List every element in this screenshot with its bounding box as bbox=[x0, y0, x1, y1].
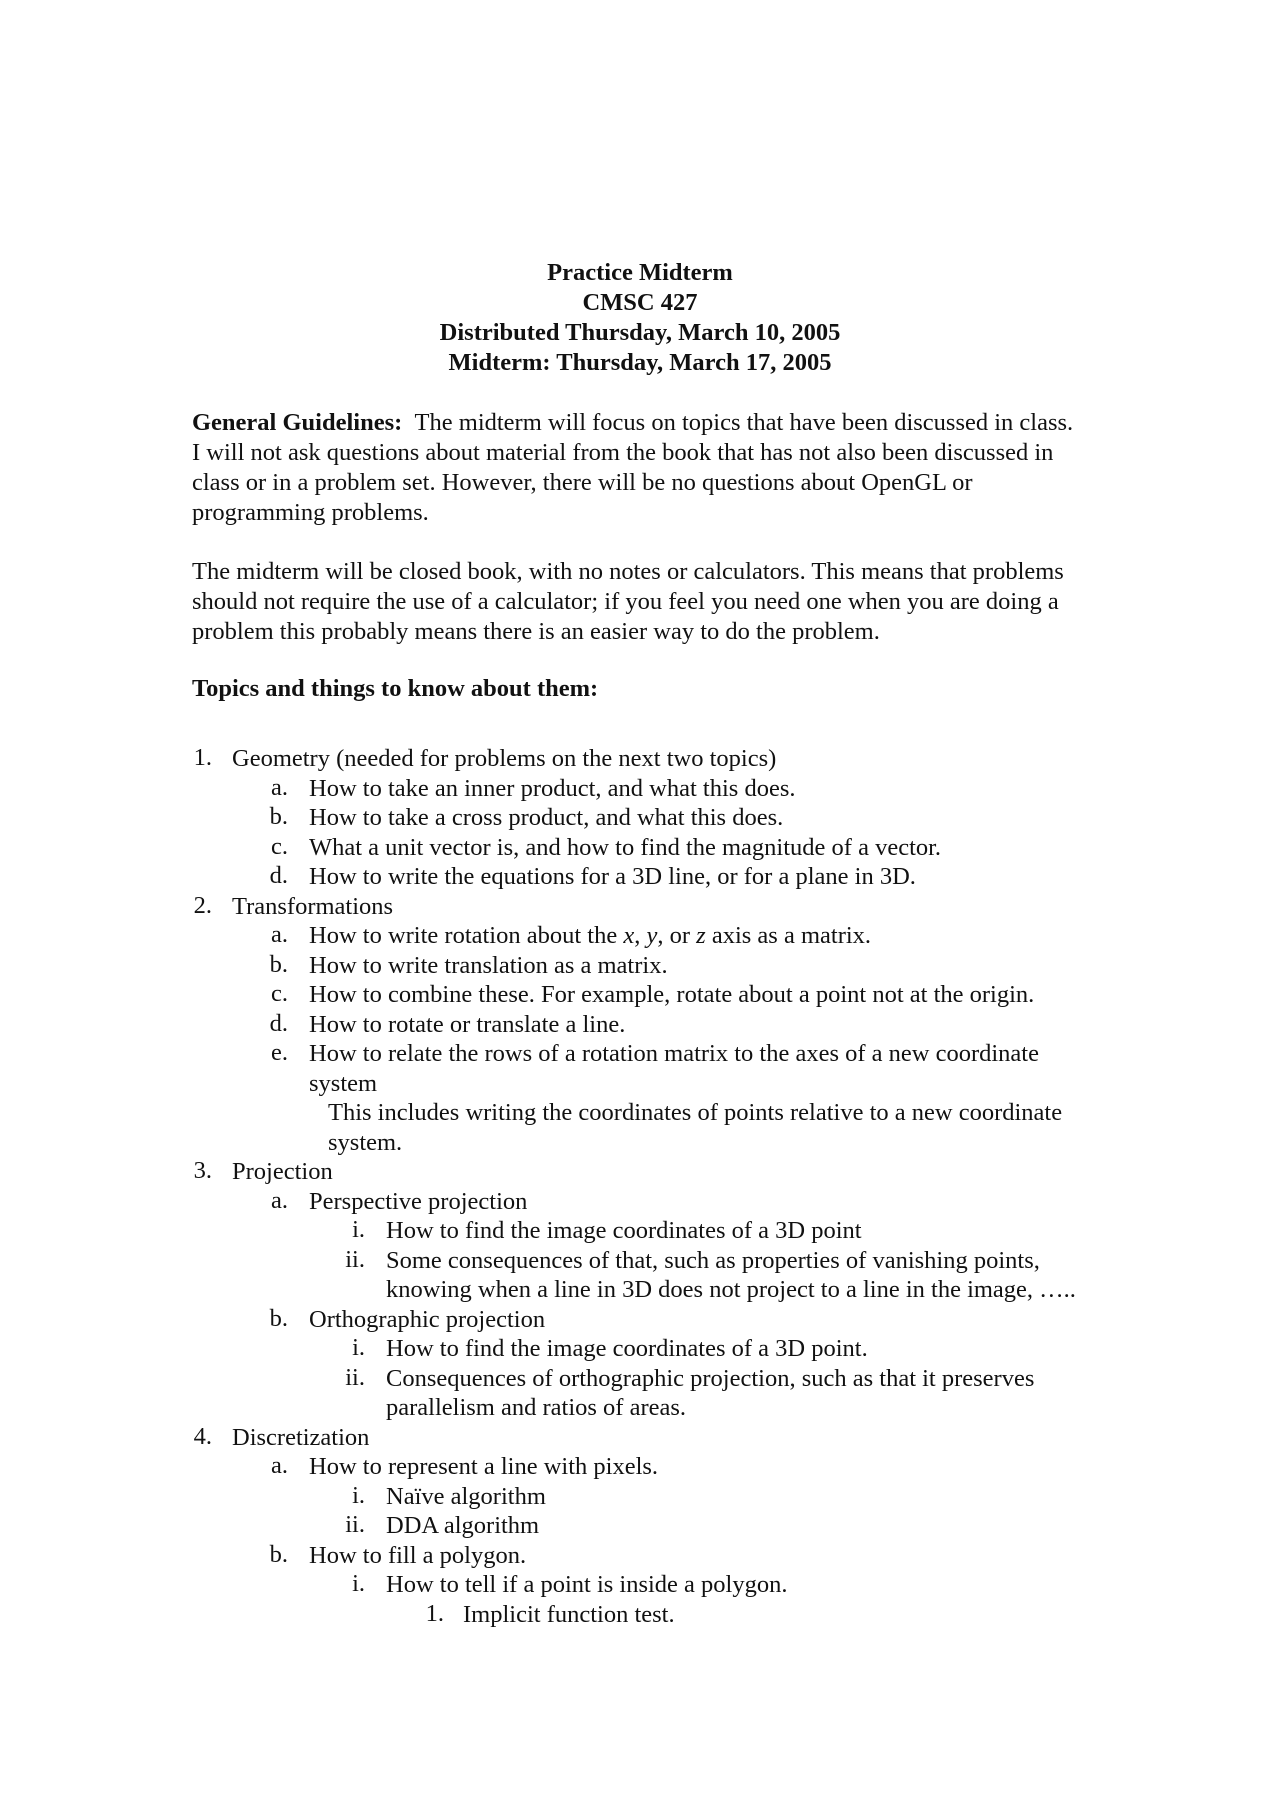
outline-text: system. bbox=[328, 1129, 403, 1156]
outline-marker: 4. bbox=[193, 1423, 212, 1450]
outline-marker: b. bbox=[269, 803, 288, 830]
outline-text: How to find the image coordinates of a 3D point. bbox=[386, 1335, 868, 1362]
outline-text: How to represent a line with pixels. bbox=[309, 1453, 659, 1480]
outline-text: Orthographic projection bbox=[309, 1306, 546, 1333]
paragraph-line: The midterm will be closed book, with no notes or calculators. This means that problems bbox=[192, 558, 1064, 585]
outline-text: Transformations bbox=[232, 893, 394, 920]
general-guidelines-paragraph bbox=[192, 408, 1132, 528]
distributed-date: Distributed Thursday, March 10, 2005 bbox=[439, 319, 841, 346]
outline-marker: i. bbox=[352, 1570, 365, 1597]
topics-heading: Topics and things to know about them: bbox=[192, 675, 599, 702]
outline-text: Geometry (needed for problems on the next two topics) bbox=[232, 745, 777, 772]
outline-text: How to relate the rows of a rotation matrix to the axes of a new coordinate bbox=[309, 1040, 1039, 1067]
outline-marker: a. bbox=[271, 1452, 288, 1479]
outline-text: How to tell if a point is inside a polygon. bbox=[386, 1571, 788, 1598]
course-code: CMSC 427 bbox=[582, 289, 698, 316]
outline-text: Projection bbox=[232, 1158, 333, 1185]
outline-text: parallelism and ratios of areas. bbox=[386, 1394, 687, 1421]
outline-text: How to rotate or translate a line. bbox=[309, 1011, 626, 1038]
paragraph-line: General Guidelines: The midterm will focus on topics that have been discussed in class. bbox=[192, 409, 1074, 436]
outline-marker: ii. bbox=[345, 1511, 365, 1538]
outline-marker: i. bbox=[352, 1334, 365, 1361]
guidelines-label: General Guidelines: bbox=[192, 409, 403, 436]
outline-marker: a. bbox=[271, 1187, 288, 1214]
outline-text: How to take an inner product, and what this does. bbox=[309, 775, 796, 802]
paragraph-line: problem this probably means there is an easier way to do the problem. bbox=[192, 618, 880, 645]
outline-marker: ii. bbox=[345, 1246, 365, 1273]
paragraph-line: class or in a problem set. However, there will be no questions about OpenGL or bbox=[192, 469, 973, 496]
outline-text: How to write translation as a matrix. bbox=[309, 952, 668, 979]
outline-text: DDA algorithm bbox=[386, 1512, 540, 1539]
midterm-date: Midterm: Thursday, March 17, 2005 bbox=[448, 349, 832, 376]
outline-text: Perspective projection bbox=[309, 1188, 528, 1215]
outline-marker: c. bbox=[271, 833, 288, 860]
paragraph-line: programming problems. bbox=[192, 499, 429, 526]
outline-marker: e. bbox=[271, 1039, 288, 1066]
outline-text: How to take a cross product, and what this does. bbox=[309, 804, 784, 831]
outline-text: How to find the image coordinates of a 3D point bbox=[386, 1217, 862, 1244]
paragraph-line: should not require the use of a calculator; if you feel you need one when you are doing a bbox=[192, 588, 1059, 615]
outline-text: knowing when a line in 3D does not project to a line in the image, ….. bbox=[386, 1276, 1076, 1303]
outline-marker: 3. bbox=[193, 1157, 212, 1184]
outline-marker: 1. bbox=[193, 744, 212, 771]
outline-text: Discretization bbox=[232, 1424, 370, 1451]
outline-text: system bbox=[309, 1070, 378, 1097]
outline-text: Implicit function test. bbox=[463, 1601, 675, 1628]
outline-marker: 1. bbox=[425, 1600, 444, 1627]
outline-text: Some consequences of that, such as properties of vanishing points, bbox=[386, 1247, 1040, 1274]
page-title: Practice Midterm bbox=[547, 259, 733, 286]
document-header bbox=[0, 258, 1280, 378]
outline-marker: d. bbox=[269, 1010, 288, 1037]
outline-marker: 2. bbox=[193, 892, 212, 919]
outline-text: How to fill a polygon. bbox=[309, 1542, 527, 1569]
outline-text: How to write rotation about the x, y, or z axis as a matrix. bbox=[309, 922, 872, 949]
outline-text: How to write the equations for a 3D line, or for a plane in 3D. bbox=[309, 863, 916, 890]
outline-text: How to combine these. For example, rotate about a point not at the origin. bbox=[309, 981, 1035, 1008]
outline-marker: i. bbox=[352, 1216, 365, 1243]
outline-marker: b. bbox=[269, 1305, 288, 1332]
outline-marker: b. bbox=[269, 951, 288, 978]
outline-marker: a. bbox=[271, 921, 288, 948]
outline-marker: c. bbox=[271, 980, 288, 1007]
outline-text: This includes writing the coordinates of points relative to a new coordinate bbox=[328, 1099, 1063, 1126]
outline-marker: b. bbox=[269, 1541, 288, 1568]
outline-marker: i. bbox=[352, 1482, 365, 1509]
outline-marker: a. bbox=[271, 774, 288, 801]
paragraph-line: I will not ask questions about material from the book that has not also been discussed in bbox=[192, 439, 1054, 466]
outline-marker: ii. bbox=[345, 1364, 365, 1391]
outline-marker: d. bbox=[269, 862, 288, 889]
outline-text: Consequences of orthographic projection, such as that it preserves bbox=[386, 1365, 1035, 1392]
outline-text: Naïve algorithm bbox=[386, 1483, 546, 1510]
closed-book-paragraph bbox=[192, 557, 1132, 647]
outline-text: What a unit vector is, and how to find the magnitude of a vector. bbox=[309, 834, 942, 861]
